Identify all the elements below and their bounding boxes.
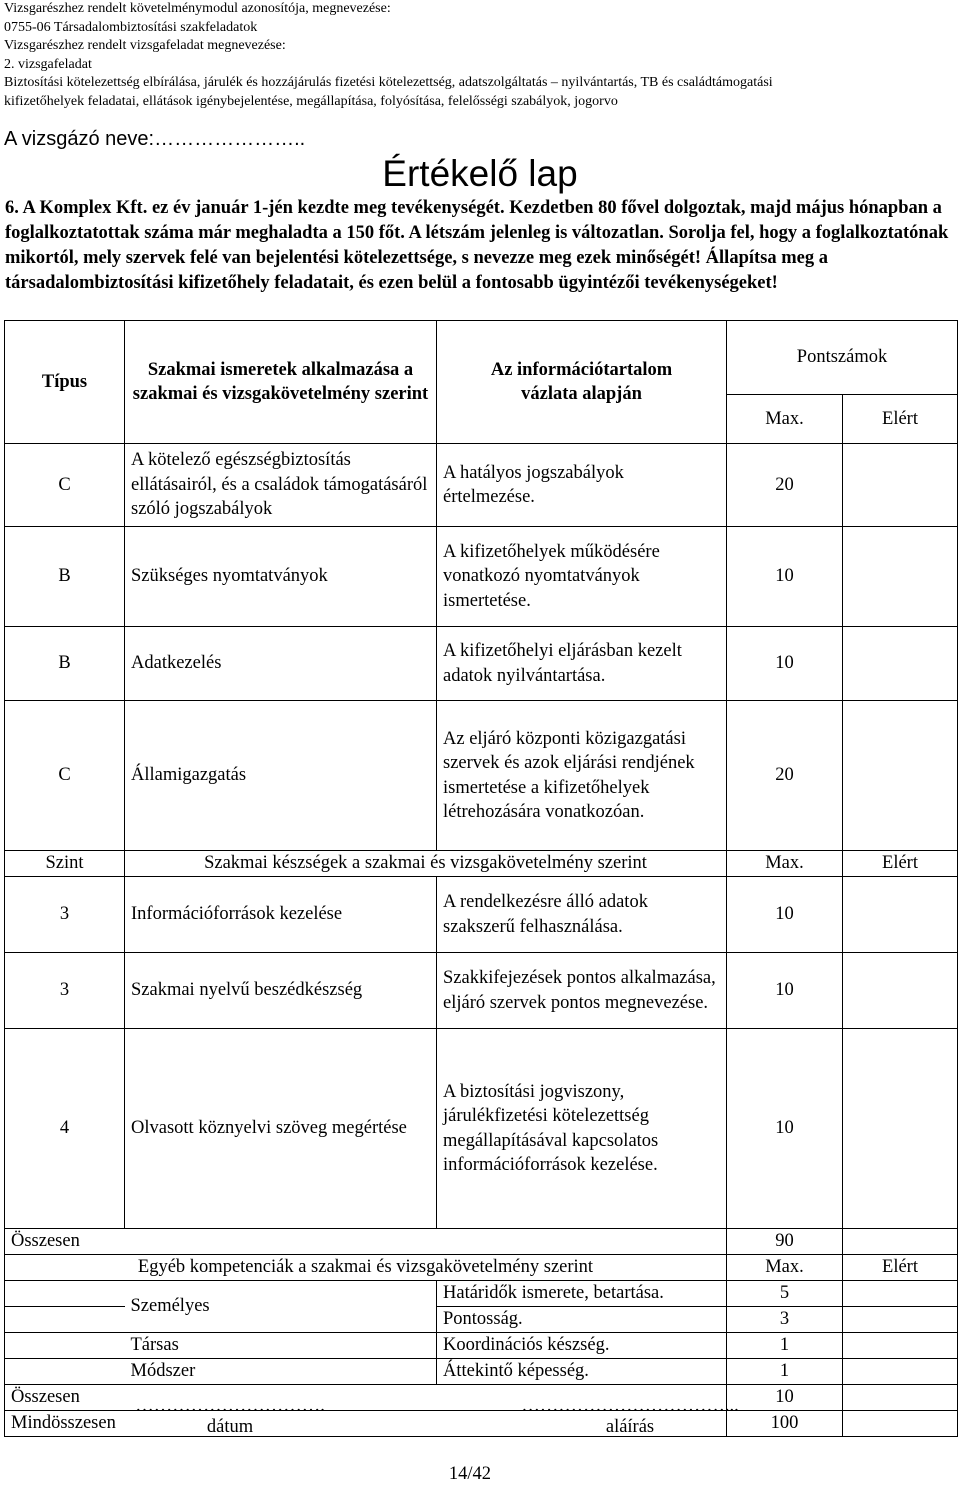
skill-cell: Információforrások kezelése [125, 877, 437, 953]
empty-cell [5, 1333, 125, 1359]
achieved-cell[interactable] [843, 1029, 958, 1229]
task-description: 6. A Komplex Kft. ez év január 1-jén kezdte meg tevékenységét. Kezdetben 80 fővel dolgoztak, majd május hónapban a foglalkoztatottak száma már meghaladta a 150 főt. A létszám jelenleg is változatlan. Sorolja fel, hogy a foglalkoztatónak mikortól, mely szervek felé van bejelentési kötelezettsége, s nevezze meg ezek minőségét! Állapítsa meg a társadalombiztosítási kifizetőhely feladatait, és ezen belül a fontosabb ügyintézői tevékenységeket! [5, 198, 949, 293]
other-header-row [5, 1255, 958, 1281]
info-header-line2: vázlata alapján [521, 384, 642, 404]
document-header [4, 0, 954, 111]
subtotal-label: Összesen [5, 1229, 727, 1255]
type-cell: B [5, 627, 125, 701]
table-row [5, 701, 958, 851]
info-cell: Pontosság. [437, 1307, 727, 1333]
achieved-cell[interactable] [843, 444, 958, 527]
knowledge-cell: A kötelező egészségbiztosítás ellátásairól, és a családok támogatásáról szóló jogszabályok [125, 444, 437, 527]
table-row [5, 953, 958, 1029]
knowledge-header: Szakmai ismeretek alkalmazása a szakmai és vizsgakövetelmény szerint [125, 321, 437, 444]
table-header-row [5, 321, 958, 395]
achieved-cell[interactable] [843, 1359, 958, 1385]
max-cell: 3 [727, 1307, 843, 1333]
signature-line[interactable]: ……………………………... [521, 1396, 739, 1416]
skills-header: Szakmai készségek a szakmai és vizsgakövetelmény szerint [125, 851, 727, 877]
header-line: Vizsgarészhez rendelt vizsgafeladat megnevezése: [4, 38, 286, 53]
skill-cell: Szakmai nyelvű beszédkészség [125, 953, 437, 1029]
subtotal-achieved[interactable] [843, 1385, 958, 1411]
info-cell: A biztosítási jogviszony, járulékfizetési kötelezettség megállapításával kapcsolatos információforrások kezelése. [437, 1029, 727, 1229]
info-header-line1: Az információtartalom [490, 359, 673, 380]
info-cell: A kifizetőhelyi eljárásban kezelt adatok nyilvántartása. [437, 627, 727, 701]
level-header: Szint [5, 851, 125, 877]
info-cell: A kifizetőhelyek működésére vonatkozó nyomtatványok ismertetése. [437, 527, 727, 627]
header-line: 0755-06 Társadalombiztosítási szakfeladatok [4, 19, 258, 35]
achieved-cell[interactable] [843, 953, 958, 1029]
info-cell: A hatályos jogszabályok értelmezése. [437, 444, 727, 527]
info-cell: Az eljáró központi közigazgatási szervek és azok eljárási rendjének ismertetése a kifizetőhelyek létrehozására vonatkozóan. [437, 701, 727, 851]
max-header: Max. [727, 851, 843, 877]
knowledge-cell: Államigazgatás [125, 701, 437, 851]
skill-cell: Olvasott köznyelvi szöveg megértése [125, 1029, 437, 1229]
signature-area [495, 1396, 765, 1438]
grand-total-label: Mindösszesen [5, 1411, 727, 1437]
competency-cell: Társas [125, 1333, 437, 1359]
achieved-header: Elért [843, 851, 958, 877]
type-header: Típus [5, 321, 125, 444]
date-block [100, 1396, 360, 1438]
empty-cell [5, 1307, 125, 1333]
subtotal-label: Összesen [5, 1385, 727, 1411]
signature-label: aláírás [605, 1417, 655, 1437]
date-line[interactable]: …………………………. [135, 1396, 325, 1416]
points-header: Pontszámok [727, 321, 958, 395]
knowledge-cell: Szükséges nyomtatványok [125, 527, 437, 627]
skills-header-row [5, 851, 958, 877]
header-line: Vizsgarészhez rendelt követelménymodul azonosítója, megnevezése: [4, 1, 391, 16]
max-cell: 10 [727, 877, 843, 953]
competency-cell: Módszer [125, 1359, 437, 1385]
table-row [5, 627, 958, 701]
table-row [5, 444, 958, 527]
max-cell: 10 [727, 953, 843, 1029]
achieved-header: Elért [843, 395, 958, 444]
type-cell: C [5, 701, 125, 851]
empty-cell [5, 1359, 125, 1385]
subtotal-row [5, 1229, 958, 1255]
max-cell: 10 [727, 1029, 843, 1229]
info-cell: Koordinációs készség. [437, 1333, 727, 1359]
subtotal-achieved[interactable] [843, 1229, 958, 1255]
header-line: Biztosítási kötelezettség elbírálása, járulék és hozzájárulás fizetési kötelezettség, adatszolgáltatás – nyilvántartás, TB és családtámogatási [4, 75, 773, 90]
table-row [5, 527, 958, 627]
table-row [5, 1281, 958, 1307]
empty-cell [5, 1281, 125, 1307]
max-header: Max. [727, 395, 843, 444]
grand-total-achieved[interactable] [843, 1411, 958, 1437]
table-row [5, 877, 958, 953]
info-cell: Áttekintő képesség. [437, 1359, 727, 1385]
table-row [5, 1359, 958, 1385]
other-competencies-header: Egyéb kompetenciák a szakmai és vizsgakövetelmény szerint [5, 1255, 727, 1281]
info-header [437, 321, 727, 444]
page-number: 14/42 [448, 1464, 492, 1484]
achieved-header: Elért [843, 1255, 958, 1281]
subtotal-max: 90 [727, 1229, 843, 1255]
header-line: 2. vizsgafeladat [4, 56, 92, 72]
competency-cell: Személyes [125, 1281, 437, 1333]
max-cell: 5 [727, 1281, 843, 1307]
table-row [5, 1029, 958, 1229]
achieved-cell[interactable] [843, 701, 958, 851]
type-cell: C [5, 444, 125, 527]
achieved-cell[interactable] [843, 1333, 958, 1359]
page-title: Értékelő lap [382, 153, 578, 194]
max-header: Max. [727, 1255, 843, 1281]
date-label: dátum [206, 1417, 254, 1437]
achieved-cell[interactable] [843, 1281, 958, 1307]
evaluation-table [4, 320, 958, 1437]
max-cell: 20 [727, 701, 843, 851]
candidate-name-field: A vizsgázó neve:………………….. [4, 128, 306, 150]
subtotal-max: 10 [727, 1385, 843, 1411]
level-cell: 3 [5, 877, 125, 953]
table-row [5, 1333, 958, 1359]
achieved-cell[interactable] [843, 627, 958, 701]
level-cell: 3 [5, 953, 125, 1029]
knowledge-cell: Adatkezelés [125, 627, 437, 701]
max-cell: 1 [727, 1359, 843, 1385]
info-cell: Szakkifejezések pontos alkalmazása, eljáró szervek pontos megnevezése. [437, 953, 727, 1029]
achieved-cell[interactable] [843, 1307, 958, 1333]
info-cell: Határidők ismerete, betartása. [437, 1281, 727, 1307]
level-cell: 4 [5, 1029, 125, 1229]
achieved-cell[interactable] [843, 877, 958, 953]
max-cell: 10 [727, 527, 843, 627]
info-cell: A rendelkezésre álló adatok szakszerű felhasználása. [437, 877, 727, 953]
grand-total-max: 100 [727, 1411, 843, 1437]
max-cell: 10 [727, 627, 843, 701]
header-line: kifizetőhelyek feladatai, ellátások igénybejelentése, megállapítása, folyósítása, felelősségi szabályok, jogorvo [4, 93, 618, 109]
max-cell: 1 [727, 1333, 843, 1359]
max-cell: 20 [727, 444, 843, 527]
achieved-cell[interactable] [843, 527, 958, 627]
type-cell: B [5, 527, 125, 627]
